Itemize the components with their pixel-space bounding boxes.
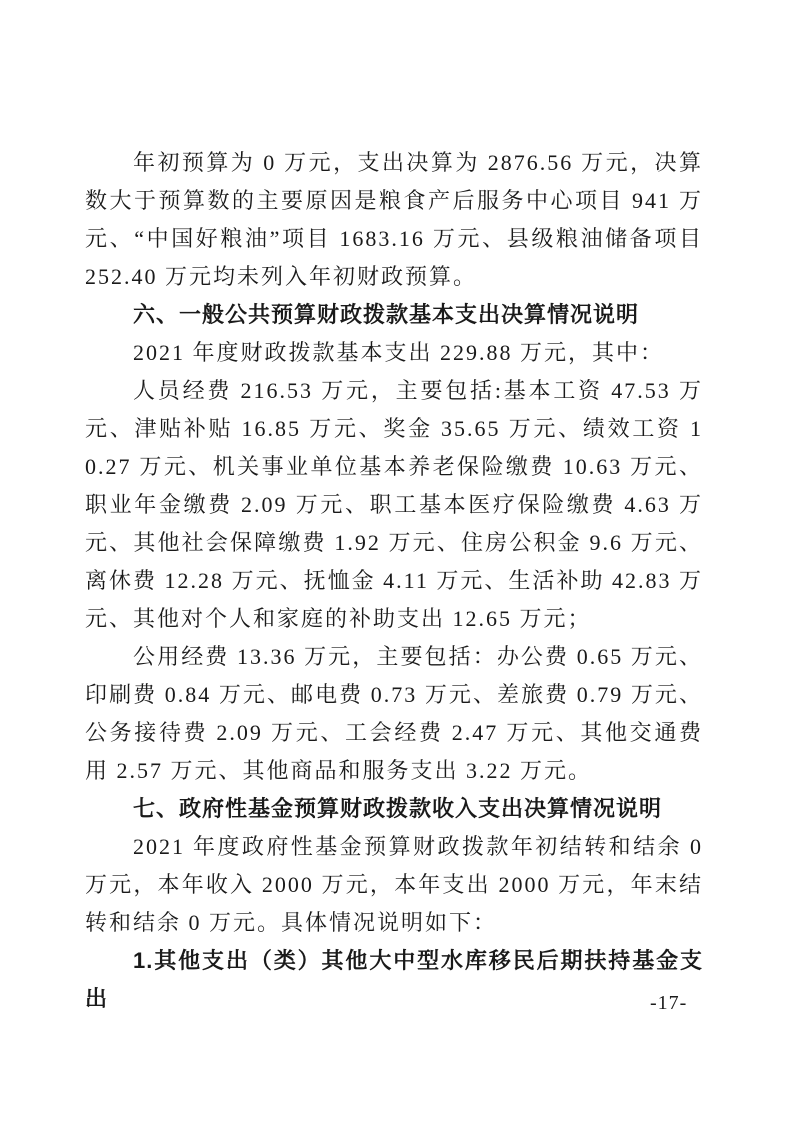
heading-section-7: 七、政府性基金预算财政拨款收入支出决算情况说明 [133, 796, 663, 821]
document-body [85, 144, 703, 1018]
page-number: -17- [650, 992, 688, 1014]
heading-item-1-other-expenditure: 1.其他支出（类）其他大中型水库移民后期扶持基金支出 [85, 948, 703, 1011]
paragraph-government-fund-budget: 2021 年度政府性基金预算财政拨款年初结转和结余 0 万元，本年收入 2000 万元，本年支出 2000 万元，年末结转和结余 0 万元。具体情况说明如下： [85, 834, 703, 935]
heading-section-6: 六、一般公共预算财政拨款基本支出决算情况说明 [133, 302, 640, 327]
paragraph-personnel-funds: 人员经费 216.53 万元，主要包括:基本工资 47.53 万元、津贴补贴 16.85 万元、奖金 35.65 万元、绩效工资 10.27 万元、机关事业单位基本养老保险缴费 10.63 万元、职业年金缴费 2.09 万元、职工基本医疗保险缴费 4.63 万元、其他社会保障缴费 1.92 万元、住房公积金 9.6 万元、离休费 12.28 万元、抚恤金 4.11 万元、生活补助 42.83 万元、其他对个人和家庭的补助支出 12.65 万元； [85, 378, 703, 631]
paragraph-basic-expenditure-total: 2021 年度财政拨款基本支出 229.88 万元，其中： [133, 340, 665, 365]
paragraph-budget-variance: 年初预算为 0 万元，支出决算为 2876.56 万元，决算数大于预算数的主要原因是粮食产后服务中心项目 941 万元、“中国好粮油”项目 1683.16 万元、县级粮油储备项目 252.40 万元均未列入年初财政预算。 [85, 150, 703, 289]
paragraph-public-funds: 公用经费 13.36 万元，主要包括：办公费 0.65 万元、印刷费 0.84 万元、邮电费 0.73 万元、差旅费 0.79 万元、公务接待费 2.09 万元、工会经费 2.47 万元、其他交通费用 2.57 万元、其他商品和服务支出 3.22 万元。 [85, 644, 703, 783]
